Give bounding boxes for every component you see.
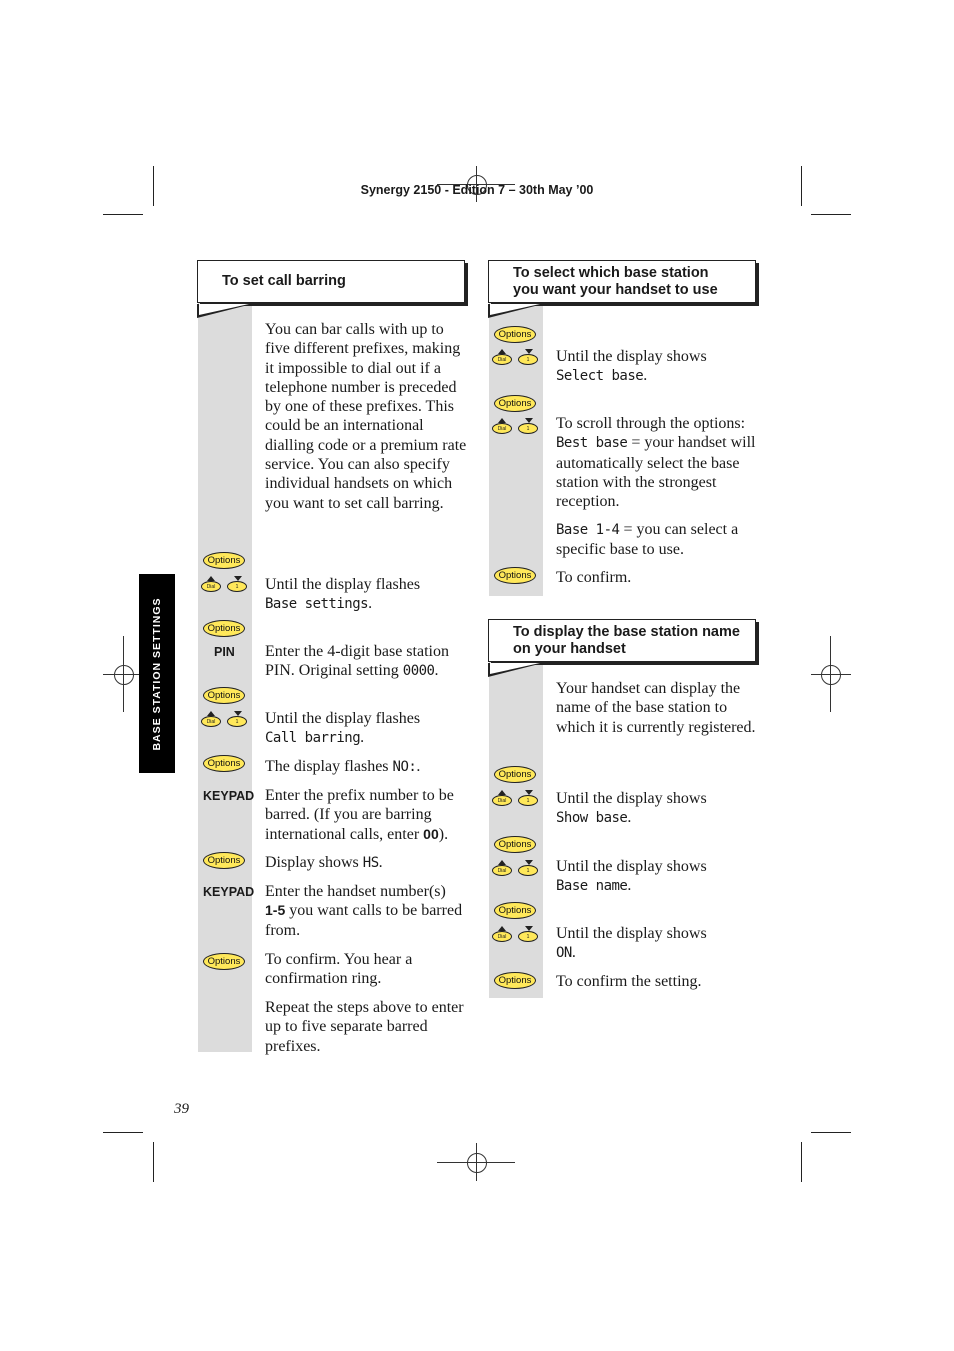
section-title [197,260,465,303]
scroll-keys-icon: Dial 1 [201,576,249,594]
step-text: Repeat the steps above to enter up to five separate barred prefixes. [265,999,464,1055]
display-text: NO: [392,759,417,775]
step-text: To confirm. [556,569,632,586]
display-text: 0000 [402,663,435,680]
crop-mark [811,1132,851,1133]
step-text: Until the display shows ON. [556,925,707,962]
options-key: Options [203,755,245,772]
step-text: Until the display shows Select base. [556,348,707,385]
intro-text: Your handset can display the name of the base station to which it is currently registered. [556,680,756,736]
title-notch-fill [199,304,249,315]
scroll-keys-icon: Dial 1 [492,418,540,436]
display-text: Best base [556,435,628,452]
options-key: Options [203,552,245,569]
step-text: Until the display shows Show base. [556,790,707,827]
options-key: Options [494,972,536,989]
options-key: Options [203,620,245,637]
page-header: Synergy 2150 - Edition 7 – 30th May ’00 [360,183,594,197]
keypad-key: KEYPAD [203,789,255,803]
display-text: Base settings [265,596,369,613]
display-text: Base 1-4 [556,522,620,538]
intro-text: You can bar calls with up to five different prefixes, making it impossible to dial out if a telephone number is preceded by one of these prefixes. This could be an international dialling code or a premium rate service. You can also specify individual handsets on which you want to set call barring. [265,321,467,512]
options-key: Options [494,766,536,783]
step-text: Display shows HS. [265,854,383,871]
crop-mark [801,1142,802,1182]
section-title-text: To select which base station you want your handset to use [513,264,718,298]
crop-mark [811,214,851,215]
step-text: Base 1-4 = you can select a specific base to use. [556,521,739,559]
crop-mark [103,214,143,215]
display-text: HS [362,855,379,871]
title-notch-fill [490,663,540,674]
step-text: Enter the 4-digit base station PIN. Original setting 0000. [265,643,449,680]
options-key: Options [494,836,536,853]
options-key: Options [203,953,245,970]
options-key: Options [203,687,245,704]
display-text: ON [556,945,572,962]
crop-mark [103,1132,143,1133]
section-tab-label: BASE STATION SETTINGS [151,596,163,751]
section-title [488,260,756,303]
step-text: Until the display flashes Base settings. [265,576,421,613]
step-text: Enter the handset number(s) 1-5 you want calls to be barred from. [265,883,463,939]
step-text: To confirm the setting. [556,973,702,990]
step-text: Until the display flashes Call barring. [265,710,421,747]
display-text: Call barring [265,730,361,747]
section-tab [139,574,175,773]
scroll-keys-icon: Dial 1 [492,790,540,808]
section-title-text: To display the base station name on your handset [513,623,740,657]
step-text: To confirm. You hear a confirmation ring. [265,951,413,988]
keypad-key: KEYPAD [203,885,255,899]
options-key: Options [494,567,536,584]
options-key: Options [494,902,536,919]
key-column [489,300,543,596]
crop-mark [153,1142,154,1182]
options-key: Options [494,395,536,412]
scroll-keys-icon: Dial 1 [492,860,540,878]
display-text: Base name [556,878,628,895]
options-key: Options [203,852,245,869]
section-title [488,619,756,662]
scroll-keys-icon: Dial 1 [492,926,540,944]
scroll-keys-icon: Dial 1 [201,711,249,729]
key-column [489,660,543,998]
pin-key: PIN [214,645,235,659]
step-text: Enter the prefix number to be barred. (If you are barring international calls, enter 00). [265,787,454,843]
step-text: The display flashes NO:. [265,758,421,775]
options-key: Options [494,326,536,343]
step-text: To scroll through the options: Best base = your handset will automatically select the base station with the strongest reception. [556,415,756,511]
page-number: 39 [174,1101,189,1117]
display-text: Show base [556,810,628,827]
section-title-text: To set call barring [222,273,346,289]
title-notch-fill [490,304,540,315]
key-column [198,300,255,1052]
scroll-keys-icon: Dial 1 [492,349,540,367]
step-text: Until the display shows Base name. [556,858,707,895]
display-text: Select base [556,368,644,385]
